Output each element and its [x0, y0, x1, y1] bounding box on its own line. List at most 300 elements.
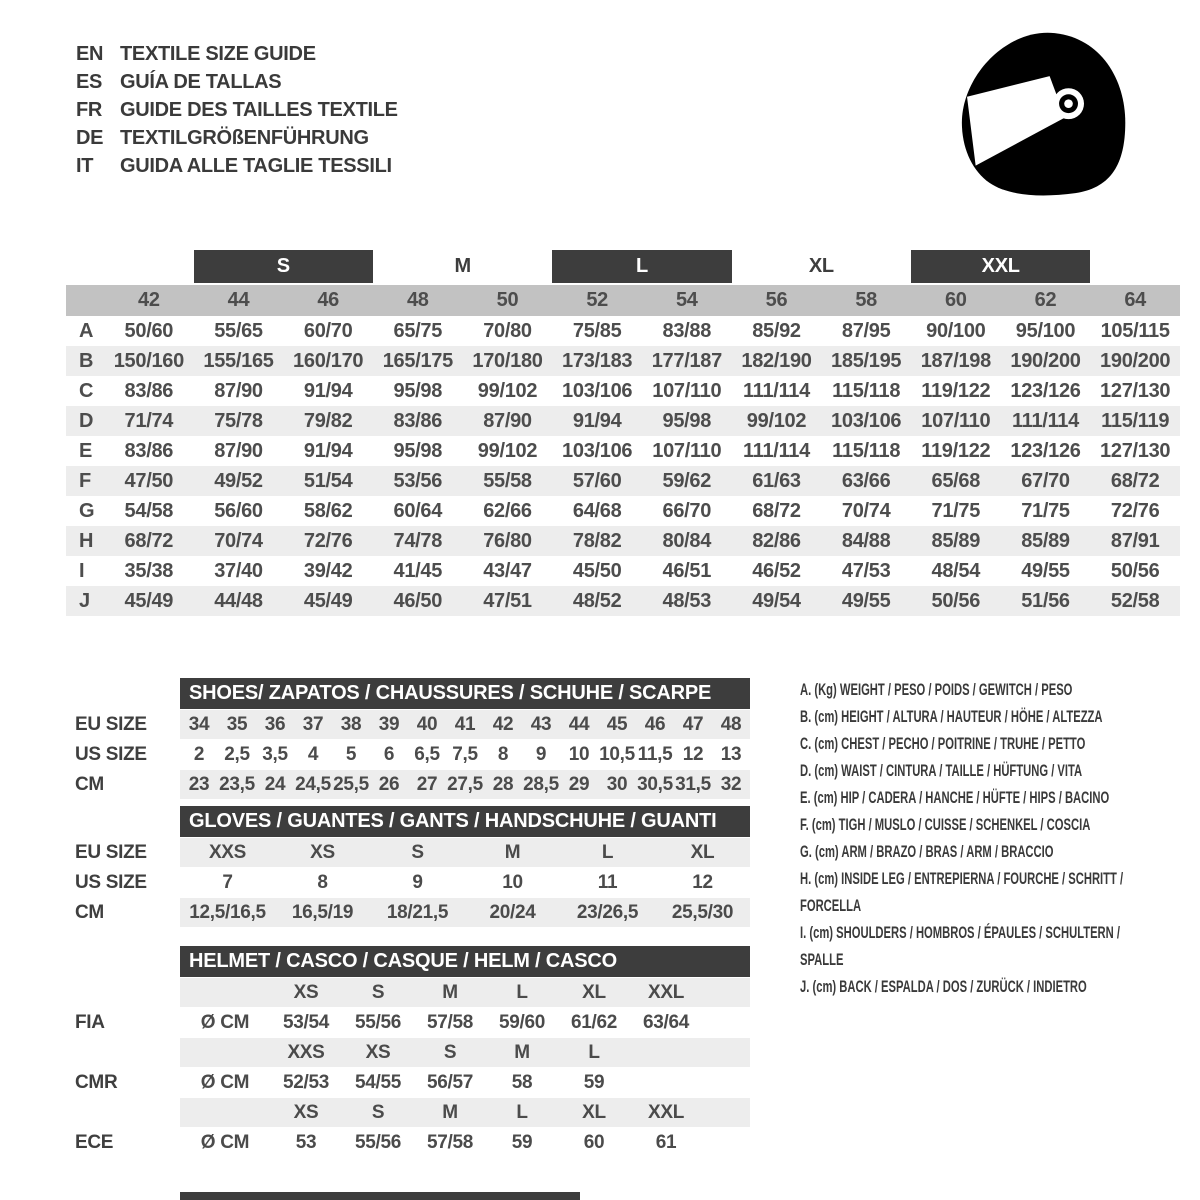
- table-row: [66, 316, 1180, 346]
- value-cell: 30,5: [637, 773, 673, 795]
- table-cell: 90/100: [926, 319, 986, 342]
- shoes-grid: [180, 710, 750, 739]
- table-row: [66, 496, 1180, 526]
- racing-helmet-icon: [952, 28, 1130, 205]
- table-cell: 75/78: [214, 409, 263, 432]
- language-label: TEXTILGRÖßENFÜHRUNG: [120, 127, 369, 149]
- table-cell: 46/52: [752, 559, 801, 582]
- size-group-m: M: [454, 255, 471, 277]
- helmet-value-row: [66, 1068, 750, 1097]
- size-header-cell: 46: [317, 289, 339, 311]
- table-cell: 68/72: [124, 529, 174, 552]
- helmet-size-cell: M: [514, 1041, 530, 1063]
- table-cell: 48/54: [931, 559, 981, 582]
- helmet-size-cell: L: [516, 981, 528, 1003]
- value-cell: 28: [492, 773, 514, 795]
- value-cell: 55/56: [354, 1011, 402, 1033]
- table-cell: 115/119: [1101, 409, 1170, 432]
- table-cell: 70/74: [841, 499, 891, 522]
- language-row: [76, 124, 398, 152]
- shoes-grid: [180, 740, 750, 769]
- gloves-row-label: EU SIZE: [75, 841, 147, 863]
- helmet-size-row: [66, 1098, 750, 1127]
- legend-item: D. (cm) WAIST / CINTURA / TAILLE / HÜFTUNG / VITA: [800, 761, 1083, 780]
- language-label: GUIDA ALLE TAGLIE TESSILI: [120, 155, 392, 177]
- helmet-size-spacer: [66, 978, 180, 1007]
- helmet-size-row: [66, 1038, 750, 1067]
- value-cell: 23/26,5: [576, 901, 639, 923]
- size-header-cell: 64: [1124, 289, 1146, 311]
- table-cell: 95/98: [662, 409, 712, 432]
- table-cell: 48/53: [662, 589, 712, 612]
- gloves-grid: [180, 868, 750, 897]
- value-cell: 27: [416, 773, 438, 795]
- table-cell: 123/126: [1010, 439, 1081, 462]
- value-cell: 58: [511, 1071, 533, 1093]
- legend-item: C. (cm) CHEST / PECHO / POITRINE / TRUHE / PETTO: [800, 734, 1086, 753]
- table-cell: 58/62: [303, 499, 353, 522]
- size-header-cell: 54: [675, 289, 698, 311]
- value-cell: 57/58: [426, 1131, 474, 1153]
- size-header-cell: 60: [944, 289, 967, 311]
- shoes-section: [66, 678, 750, 799]
- value-cell: L: [601, 841, 614, 863]
- table-cell: 65/75: [393, 319, 443, 342]
- table-cell: 72/76: [303, 529, 353, 552]
- table-cell: 68/72: [1110, 469, 1160, 492]
- row-letter: H: [79, 529, 94, 552]
- value-cell: 52/53: [282, 1071, 330, 1093]
- value-cell: 53/54: [282, 1011, 330, 1033]
- table-cell: 48/52: [572, 589, 622, 612]
- value-cell: 8: [497, 743, 509, 765]
- table-cell: 45/50: [572, 559, 622, 582]
- size-number-row: [66, 285, 1180, 316]
- value-cell: 53: [295, 1131, 317, 1153]
- shoes-grid: [180, 770, 750, 799]
- value-cell: 57/58: [426, 1011, 474, 1033]
- value-cell: 29: [568, 773, 590, 795]
- table-cell: 87/91: [1110, 529, 1160, 552]
- helmet-size-cell: XXL: [647, 981, 685, 1003]
- helmet-size-cell: XL: [582, 1101, 606, 1123]
- table-cell: 95/98: [393, 439, 443, 462]
- table-cell: 54/58: [124, 499, 174, 522]
- table-cell: 52/58: [1110, 589, 1160, 612]
- table-cell: 84/88: [841, 529, 891, 552]
- helmet-value-grid: [180, 1128, 750, 1157]
- value-cell: 18/21,5: [386, 901, 449, 923]
- helmet-size-grid: [180, 978, 750, 1007]
- value-cell: 3,5: [262, 743, 288, 765]
- value-cell: M: [504, 841, 521, 863]
- table-cell: 62/66: [483, 499, 532, 522]
- shoes-rows: [66, 710, 750, 799]
- value-cell: XL: [690, 841, 715, 863]
- helmet-size-grid: [180, 1038, 750, 1067]
- table-row: [66, 466, 1180, 496]
- value-cell: 11: [597, 871, 618, 893]
- value-cell: 8: [317, 871, 328, 893]
- gloves-rows: [66, 838, 750, 927]
- table-row: [66, 556, 1180, 586]
- size-group-s: S: [194, 250, 373, 283]
- table-cell: 50/56: [931, 589, 981, 612]
- size-group-l: L: [552, 250, 731, 283]
- value-cell: 46: [644, 713, 666, 735]
- row-letter: C: [79, 379, 94, 402]
- table-cell: 55/65: [214, 319, 263, 342]
- table-cell: 71/75: [931, 499, 981, 522]
- gloves-row: [66, 868, 750, 897]
- value-cell: 11,5: [637, 743, 673, 765]
- helmet-size-spacer: [66, 1098, 180, 1127]
- table-cell: 65/68: [931, 469, 981, 492]
- table-cell: 85/89: [1021, 529, 1070, 552]
- size-header-cell: 56: [765, 289, 788, 311]
- helmet-size-cell: M: [442, 981, 458, 1003]
- table-cell: 103/106: [831, 409, 902, 432]
- value-cell: 7: [222, 871, 233, 893]
- shoes-row: [66, 710, 750, 739]
- table-cell: 55/58: [483, 469, 532, 492]
- size-header-cell: 44: [227, 289, 250, 311]
- table-row: [66, 376, 1180, 406]
- value-cell: 28,5: [523, 773, 559, 795]
- helmet-size-cell: XS: [365, 1041, 391, 1063]
- value-cell: 2,5: [224, 743, 250, 765]
- helmet-size-cell: XL: [582, 981, 606, 1003]
- table-row: [66, 526, 1180, 556]
- helmet-unit-cell: Ø CM: [200, 1011, 250, 1033]
- table-cell: 44/48: [214, 589, 263, 612]
- table-cell: 99/102: [477, 379, 538, 402]
- table-cell: 74/78: [393, 529, 443, 552]
- table-cell: 57/60: [572, 469, 622, 492]
- table-cell: 60/70: [303, 319, 353, 342]
- table-cell: 170/180: [472, 349, 543, 372]
- table-cell: 83/86: [124, 439, 174, 462]
- helmet-size-spacer: [66, 1038, 180, 1067]
- value-cell: 10: [568, 743, 590, 765]
- table-cell: 47/50: [124, 469, 174, 492]
- value-cell: 40: [416, 713, 438, 735]
- helmet-value-grid: [180, 1008, 750, 1037]
- row-letter: B: [79, 349, 94, 372]
- cutoff-section-bar: [180, 1192, 580, 1200]
- table-cell: 185/195: [831, 349, 902, 372]
- table-cell: 70/74: [214, 529, 263, 552]
- table-cell: 87/95: [841, 319, 891, 342]
- value-cell: 44: [568, 713, 590, 735]
- value-cell: 7,5: [452, 743, 478, 765]
- table-cell: 61/63: [752, 469, 801, 492]
- language-row: [76, 152, 398, 180]
- value-cell: 23: [188, 773, 210, 795]
- language-code: EN: [76, 43, 104, 65]
- value-cell: 59: [583, 1071, 605, 1093]
- helmet-value-row: [66, 1008, 750, 1037]
- gloves-grid: [180, 898, 750, 927]
- gloves-row-label: US SIZE: [75, 871, 147, 893]
- helmet-size-cell: XS: [293, 981, 319, 1003]
- table-cell: 177/187: [651, 349, 722, 372]
- value-cell: 61/62: [570, 1011, 618, 1033]
- table-cell: 115/118: [832, 379, 901, 402]
- row-letter: J: [79, 589, 90, 612]
- textile-size-table: [66, 250, 1180, 616]
- table-cell: 95/100: [1015, 319, 1076, 342]
- table-cell: 49/55: [1021, 559, 1070, 582]
- table-cell: 190/200: [1010, 349, 1081, 372]
- value-cell: 2: [193, 743, 205, 765]
- language-code: DE: [76, 127, 104, 149]
- table-cell: 75/85: [572, 319, 622, 342]
- table-cell: 187/198: [920, 349, 991, 372]
- table-cell: 111/114: [743, 379, 810, 402]
- value-cell: 32: [720, 773, 742, 795]
- table-cell: 76/80: [483, 529, 532, 552]
- table-cell: 45/49: [303, 589, 353, 612]
- table-cell: 83/86: [124, 379, 174, 402]
- language-row: [76, 68, 398, 96]
- table-cell: 103/106: [562, 379, 633, 402]
- table-cell: 37/40: [214, 559, 263, 582]
- value-cell: 24,5: [295, 773, 331, 795]
- value-cell: 24: [264, 773, 286, 795]
- value-cell: 5: [345, 743, 357, 765]
- table-cell: 119/122: [921, 439, 991, 462]
- shoes-row-label: CM: [75, 773, 104, 795]
- row-letter: E: [79, 439, 93, 462]
- language-row: [76, 96, 398, 124]
- table-cell: 63/66: [841, 469, 891, 492]
- table-cell: 35/38: [124, 559, 174, 582]
- table-cell: 83/86: [393, 409, 443, 432]
- value-cell: S: [411, 841, 424, 863]
- value-cell: 59/60: [498, 1011, 546, 1033]
- table-cell: 60/64: [393, 499, 443, 522]
- row-letter: D: [79, 409, 94, 432]
- helmet-size-cell: XXL: [647, 1101, 685, 1123]
- table-cell: 46/51: [662, 559, 712, 582]
- table-cell: 99/102: [477, 439, 538, 462]
- value-cell: 37: [302, 713, 324, 735]
- table-row: [66, 406, 1180, 436]
- shoes-row-label: US SIZE: [75, 743, 147, 765]
- value-cell: 31,5: [675, 773, 711, 795]
- table-cell: 111/114: [1012, 409, 1079, 432]
- helmet-size-cell: L: [516, 1101, 528, 1123]
- table-cell: 71/74: [124, 409, 174, 432]
- row-letter: F: [79, 469, 91, 492]
- row-letter: A: [79, 319, 94, 342]
- value-cell: 45: [606, 713, 628, 735]
- helmet-size-cell: S: [371, 1101, 385, 1123]
- table-row: [66, 346, 1180, 376]
- value-cell: 12,5/16,5: [189, 901, 266, 923]
- value-cell: 61: [655, 1131, 677, 1153]
- helmet-size-cell: XXS: [287, 1041, 325, 1063]
- value-cell: 39: [378, 713, 400, 735]
- size-header-cell: 58: [855, 289, 877, 311]
- helmet-section: [66, 946, 750, 1157]
- table-cell: 83/88: [662, 319, 712, 342]
- legend-item: G. (cm) ARM / BRAZO / BRAS / ARM / BRACCIO: [800, 842, 1054, 861]
- value-cell: 41: [454, 713, 476, 735]
- value-cell: 23,5: [219, 773, 255, 795]
- row-letter: I: [79, 559, 85, 582]
- table-cell: 50/56: [1110, 559, 1160, 582]
- helmet-size-cell: S: [371, 981, 385, 1003]
- value-cell: 47: [682, 713, 704, 735]
- table-cell: 85/89: [931, 529, 981, 552]
- size-group-xl: XL: [808, 255, 834, 277]
- value-cell: XS: [310, 841, 335, 863]
- table-cell: 127/130: [1100, 379, 1171, 402]
- table-cell: 78/82: [572, 529, 622, 552]
- value-cell: XXS: [208, 841, 247, 863]
- size-group-xxl: XXL: [911, 250, 1090, 283]
- value-cell: 63/64: [642, 1011, 690, 1033]
- helmet-rows: [66, 978, 750, 1157]
- row-letter: G: [79, 499, 95, 522]
- table-cell: 71/75: [1021, 499, 1070, 522]
- language-label: TEXTILE SIZE GUIDE: [120, 43, 316, 65]
- shoes-row-label: EU SIZE: [75, 713, 147, 735]
- language-list: [76, 40, 398, 180]
- value-cell: 16,5/19: [291, 901, 354, 923]
- value-cell: 36: [264, 713, 286, 735]
- value-cell: 9: [412, 871, 423, 893]
- value-cell: 35: [226, 713, 248, 735]
- value-cell: 43: [530, 713, 552, 735]
- helmet-size-cell: L: [588, 1041, 600, 1063]
- value-cell: 6: [383, 743, 395, 765]
- table-cell: 85/92: [752, 319, 801, 342]
- value-cell: 56/57: [426, 1071, 474, 1093]
- table-cell: 53/56: [393, 469, 443, 492]
- helmet-value-grid: [180, 1068, 750, 1097]
- table-cell: 45/49: [124, 589, 174, 612]
- helmet-standard-label: ECE: [75, 1131, 114, 1153]
- table-cell: 43/47: [483, 559, 532, 582]
- table-cell: 47/53: [841, 559, 891, 582]
- helmet-standard-label: FIA: [75, 1011, 105, 1033]
- table-cell: 41/45: [393, 559, 443, 582]
- value-cell: 4: [307, 743, 319, 765]
- size-header-cell: 50: [496, 289, 519, 311]
- value-cell: 60: [583, 1131, 605, 1153]
- size-header-cell: 48: [406, 289, 429, 311]
- shoes-row: [66, 770, 750, 799]
- helmet-unit-cell: Ø CM: [200, 1131, 250, 1153]
- language-label: GUÍA DE TALLAS: [120, 71, 282, 93]
- table-cell: 50/60: [124, 319, 174, 342]
- gloves-grid: [180, 838, 750, 867]
- gloves-row: [66, 838, 750, 867]
- value-cell: 42: [492, 713, 514, 735]
- table-cell: 91/94: [303, 439, 353, 462]
- table-cell: 91/94: [303, 379, 353, 402]
- table-cell: 47/51: [483, 589, 532, 612]
- value-cell: 6,5: [414, 743, 440, 765]
- size-header-cell: 62: [1034, 289, 1057, 311]
- table-cell: 150/160: [113, 349, 184, 372]
- helmet-standard-label: CMR: [75, 1071, 118, 1093]
- legend-item: J. (cm) BACK / ESPALDA / DOS / ZURÜCK / INDIETRO: [800, 977, 1087, 996]
- table-cell: 87/90: [483, 409, 532, 432]
- language-code: ES: [76, 71, 103, 93]
- legend-item: B. (cm) HEIGHT / ALTURA / HAUTEUR / HÖHE / ALTEZZA: [800, 707, 1103, 726]
- table-cell: 49/55: [841, 589, 891, 612]
- table-row: [66, 436, 1180, 466]
- size-header-cell: 52: [586, 289, 608, 311]
- value-cell: 38: [340, 713, 362, 735]
- table-cell: 68/72: [752, 499, 801, 522]
- table-cell: 123/126: [1010, 379, 1081, 402]
- table-cell: 49/52: [214, 469, 263, 492]
- helmet-size-row: [66, 978, 750, 1007]
- table-cell: 72/76: [1110, 499, 1160, 522]
- table-cell: 127/130: [1100, 439, 1171, 462]
- table-cell: 165/175: [382, 349, 453, 372]
- value-cell: 20/24: [489, 901, 536, 923]
- helmet-unit-cell: Ø CM: [200, 1071, 250, 1093]
- table-cell: 105/115: [1100, 319, 1170, 342]
- gloves-section: [66, 806, 750, 927]
- gloves-title: GLOVES / GUANTES / GANTS / HANDSCHUHE / GUANTI: [180, 806, 750, 837]
- table-cell: 173/183: [562, 349, 633, 372]
- table-cell: 70/80: [483, 319, 532, 342]
- table-cell: 95/98: [393, 379, 443, 402]
- language-code: IT: [76, 155, 94, 177]
- table-cell: 190/200: [1100, 349, 1171, 372]
- table-cell: 51/56: [1021, 589, 1070, 612]
- table-cell: 49/54: [752, 589, 801, 612]
- value-cell: 55/56: [354, 1131, 402, 1153]
- value-cell: 10: [502, 871, 523, 893]
- table-cell: 155/165: [203, 349, 274, 372]
- value-cell: 30: [606, 773, 628, 795]
- legend-item: I. (cm) SHOULDERS / HOMBROS / ÉPAULES / SCHULTERN / SPALLE: [800, 923, 1121, 969]
- table-cell: 80/84: [662, 529, 712, 552]
- helmet-size-grid: [180, 1098, 750, 1127]
- table-cell: 82/86: [752, 529, 801, 552]
- measurement-legend: [800, 676, 1143, 1000]
- table-cell: 67/70: [1021, 469, 1070, 492]
- table-cell: 91/94: [572, 409, 622, 432]
- table-cell: 107/110: [652, 439, 722, 462]
- shoes-title: SHOES/ ZAPATOS / CHAUSSURES / SCHUHE / SCARPE: [180, 678, 750, 709]
- table-cell: 39/42: [303, 559, 353, 582]
- table-cell: 79/82: [303, 409, 353, 432]
- value-cell: 25,5: [333, 773, 369, 795]
- helmet-title: HELMET / CASCO / CASQUE / HELM / CASCO: [180, 946, 750, 977]
- helmet-value-row: [66, 1128, 750, 1157]
- size-header-cell: 42: [138, 289, 160, 311]
- value-cell: 26: [378, 773, 400, 795]
- language-row: [76, 40, 398, 68]
- language-code: FR: [76, 99, 103, 121]
- table-cell: 46/50: [393, 589, 443, 612]
- table-cell: 160/170: [293, 349, 364, 372]
- table-cell: 56/60: [214, 499, 263, 522]
- table-cell: 107/110: [652, 379, 722, 402]
- value-cell: 12: [692, 871, 713, 893]
- table-cell: 115/118: [832, 439, 901, 462]
- helmet-size-cell: S: [443, 1041, 457, 1063]
